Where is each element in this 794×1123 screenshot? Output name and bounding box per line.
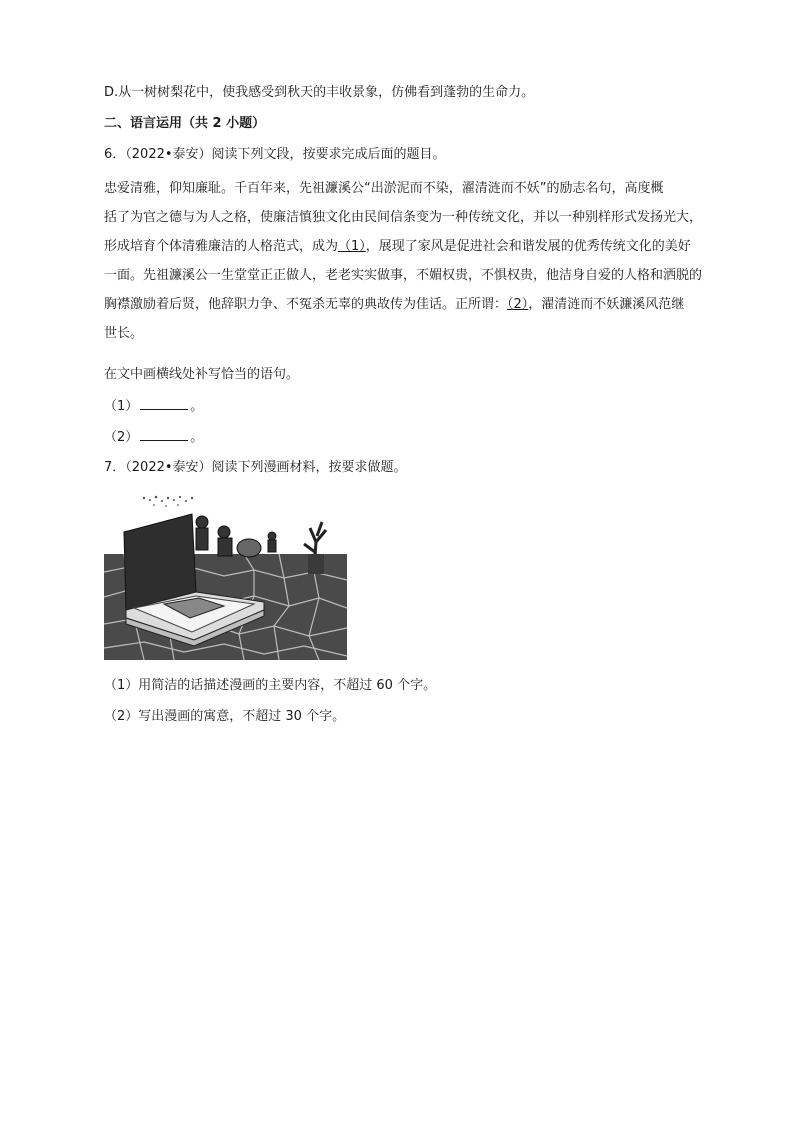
passage-line bbox=[104, 319, 694, 348]
question-6-passage bbox=[104, 174, 703, 348]
question-7-sub-2: （2）写出漫画的寓意，不超过 30 个字。 bbox=[104, 709, 346, 724]
question-6-instruction: 在文中画横线处补写恰当的语句。 bbox=[104, 367, 300, 382]
answer-line-2 bbox=[104, 428, 203, 447]
question-7-sub-1: （1）用简洁的话描述漫画的主要内容，不超过 60 个字。 bbox=[104, 678, 437, 693]
question-7-header: 7．（2022•泰安）阅读下列漫画材料，按要求做题。 bbox=[104, 460, 407, 475]
cartoon-image bbox=[104, 492, 347, 660]
option-d: D.从一树树梨花中，使我感受到秋天的丰收景象，仿佛看到蓬勃的生命力。 bbox=[104, 85, 535, 100]
question-6-header: 6．（2022•泰安）阅读下列文段，按要求完成后面的题目。 bbox=[104, 147, 446, 162]
passage-line bbox=[104, 232, 694, 261]
answer-label: （2） bbox=[104, 430, 139, 445]
answer-blank[interactable] bbox=[140, 397, 188, 410]
passage-text: 括了为官之德与为人之格，使廉洁慎独文化由民间信条变为一种传统文化，并以一种别样形式发扬光大， bbox=[104, 210, 703, 225]
passage-line bbox=[104, 261, 703, 290]
passage-line bbox=[104, 203, 703, 232]
blank-marker-2: （2） bbox=[507, 297, 529, 312]
answer-label: （1） bbox=[104, 399, 139, 414]
answer-period: 。 bbox=[190, 430, 204, 445]
passage-line bbox=[104, 290, 694, 319]
answer-line-1 bbox=[104, 397, 203, 416]
passage-text: 胸襟激励着后贤，他辞职力争、不冤杀无辜的典故传为佳话。正所谓： bbox=[104, 297, 508, 312]
blank-marker-1: （1） bbox=[338, 239, 366, 254]
answer-blank[interactable] bbox=[140, 428, 188, 441]
passage-text: 一面。先祖濂溪公一生堂堂正正做人，老老实实做事，不媚权贵，不惧权贵，他洁身自爱的人格和洒脱的 bbox=[104, 268, 703, 283]
passage-text: 忠爱清雅，仰知廉耻。千百年来，先祖濂溪公“出淤泥而不染，濯清涟而不妖”的励志名句，高度概 bbox=[104, 181, 664, 196]
passage-text: 形成培育个体清雅廉洁的人格范式，成为 bbox=[104, 239, 339, 254]
answer-period: 。 bbox=[190, 399, 204, 414]
passage-line bbox=[104, 174, 694, 203]
passage-text: ，濯清涟而不妖濂溪风范继 bbox=[528, 297, 685, 312]
passage-text: ，展现了家风是促进社会和谐发展的优秀传统文化的美好 bbox=[365, 239, 691, 254]
passage-text: 世长。 bbox=[104, 326, 144, 341]
section-heading: 二、语言运用（共 2 小题） bbox=[104, 116, 266, 131]
